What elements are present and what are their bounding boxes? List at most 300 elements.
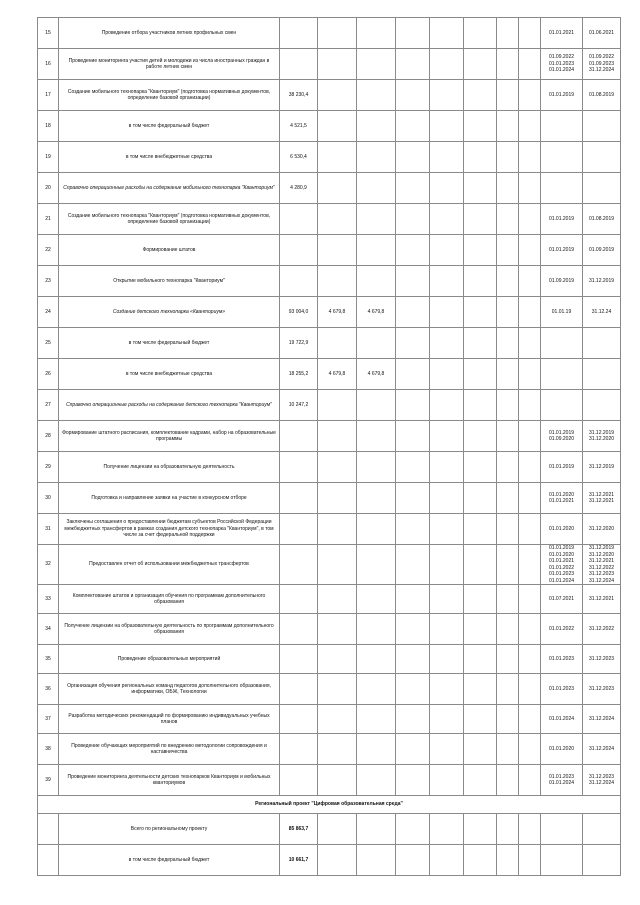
table-row	[38, 142, 621, 173]
empty-cell	[519, 297, 541, 328]
empty-cell	[464, 111, 497, 142]
start-date-cell	[541, 173, 583, 204]
start-date-cell: 01.01.2023	[541, 674, 583, 705]
amount-cell	[280, 235, 318, 266]
amount-cell	[357, 235, 396, 266]
amount-cell	[318, 142, 357, 173]
row-number-cell: 39	[38, 765, 59, 796]
empty-cell	[430, 266, 464, 297]
end-date-cell: 01.09.2022 01.09.2023 31.12.2024	[583, 49, 621, 80]
empty-cell	[519, 514, 541, 545]
summary-amount-cell: 85 863,7	[280, 814, 318, 845]
amount-cell	[357, 645, 396, 674]
empty-cell	[396, 452, 430, 483]
amount-cell	[357, 483, 396, 514]
amount-cell	[357, 111, 396, 142]
row-name-cell: Проведение мониторинга деятельности детских технопарков Кванториум и мобильных кванториумов	[59, 765, 280, 796]
empty-cell	[430, 204, 464, 235]
end-date-cell: 01.06.2021	[583, 18, 621, 49]
row-number-cell: 33	[38, 585, 59, 614]
empty-cell	[497, 614, 519, 645]
empty-cell	[430, 142, 464, 173]
empty-cell	[497, 18, 519, 49]
row-number-cell: 18	[38, 111, 59, 142]
empty-cell	[396, 18, 430, 49]
amount-cell	[280, 765, 318, 796]
empty-cell	[519, 390, 541, 421]
empty-cell	[464, 614, 497, 645]
empty-cell	[430, 80, 464, 111]
empty-cell	[396, 173, 430, 204]
amount-cell	[318, 111, 357, 142]
row-name-cell: в том числе внебюджетные средства	[59, 142, 280, 173]
empty-cell	[519, 814, 541, 845]
end-date-cell	[583, 359, 621, 390]
amount-cell	[280, 266, 318, 297]
empty-cell	[464, 359, 497, 390]
end-date-cell: 31.12.2021	[583, 585, 621, 614]
amount-cell: 4 679,8	[318, 359, 357, 390]
empty-cell	[497, 734, 519, 765]
amount-cell	[318, 545, 357, 585]
empty-cell	[464, 204, 497, 235]
row-name-cell: Формирование штатов	[59, 235, 280, 266]
amount-cell	[357, 734, 396, 765]
start-date-cell: 01.01.2020	[541, 734, 583, 765]
empty-cell	[497, 142, 519, 173]
empty-cell	[497, 421, 519, 452]
empty-cell	[464, 734, 497, 765]
amount-cell	[357, 328, 396, 359]
amount-cell: 4 679,8	[357, 359, 396, 390]
empty-cell	[464, 452, 497, 483]
empty-cell	[519, 734, 541, 765]
table-row	[38, 483, 621, 514]
end-date-cell: 31.12.2019	[583, 452, 621, 483]
amount-cell: 6 530,4	[280, 142, 318, 173]
empty-cell	[519, 614, 541, 645]
row-name-cell: Получение лицензии на образовательную деятельность по программам дополнительного образования	[59, 614, 280, 645]
row-number-cell: 32	[38, 545, 59, 585]
amount-cell	[318, 483, 357, 514]
amount-cell	[357, 80, 396, 111]
amount-cell	[357, 49, 396, 80]
empty-cell	[396, 845, 430, 876]
summary-name-cell: Всего по региональному проекту	[59, 814, 280, 845]
empty-cell	[519, 204, 541, 235]
table-row	[38, 204, 621, 235]
amount-cell	[318, 514, 357, 545]
row-number-cell: 35	[38, 645, 59, 674]
end-date-cell: 31.12.2024	[583, 734, 621, 765]
amount-cell: 4 679,8	[357, 297, 396, 328]
amount-cell	[357, 765, 396, 796]
end-date-cell: 31.12.2022	[583, 614, 621, 645]
end-date-cell: 01.08.2019	[583, 204, 621, 235]
table-row	[38, 421, 621, 452]
amount-cell	[357, 674, 396, 705]
end-date-cell: 31.12.2024	[583, 705, 621, 734]
end-date-cell: 31.12.2021 31.12.2021	[583, 483, 621, 514]
empty-cell	[430, 705, 464, 734]
empty-cell	[464, 18, 497, 49]
summary-row	[38, 845, 621, 876]
amount-cell	[318, 49, 357, 80]
amount-cell	[357, 514, 396, 545]
empty-cell	[396, 80, 430, 111]
empty-cell	[583, 845, 621, 876]
row-name-cell: Создание детского технопарка «Кванториум»	[59, 297, 280, 328]
empty-cell	[396, 328, 430, 359]
table-row	[38, 514, 621, 545]
empty-cell	[583, 814, 621, 845]
table-row	[38, 614, 621, 645]
row-name-cell: Комплектование штатов и организация обучения по программам дополнительного образования	[59, 585, 280, 614]
end-date-cell	[583, 142, 621, 173]
row-name-cell: Открытие мобильного технопарка "Кванториум"	[59, 266, 280, 297]
end-date-cell	[583, 328, 621, 359]
end-date-cell: 01.08.2019	[583, 80, 621, 111]
empty-cell	[464, 545, 497, 585]
empty-cell	[396, 514, 430, 545]
end-date-cell: 31.12.2023	[583, 645, 621, 674]
empty-cell	[464, 585, 497, 614]
row-name-cell: Проведение образовательных мероприятий	[59, 645, 280, 674]
amount-cell	[318, 614, 357, 645]
amount-cell	[318, 80, 357, 111]
start-date-cell: 01.01.2024	[541, 705, 583, 734]
row-name-cell: Проведение отбора участников летних профильных смен	[59, 18, 280, 49]
row-name-cell: Создание мобильного технопарка "Кванториум" (подготовка нормативных документов, определение базовой организации)	[59, 204, 280, 235]
row-number-cell: 20	[38, 173, 59, 204]
empty-cell	[519, 705, 541, 734]
amount-cell	[357, 614, 396, 645]
row-name-cell: Формирование штатного расписания, комплектование кадрами, набор на образовательные программы	[59, 421, 280, 452]
table-row	[38, 645, 621, 674]
table-row	[38, 235, 621, 266]
empty-cell	[396, 483, 430, 514]
amount-cell: 4 280,9	[280, 173, 318, 204]
empty-cell	[464, 328, 497, 359]
amount-cell	[318, 585, 357, 614]
row-number-cell: 30	[38, 483, 59, 514]
row-name-cell: Получение лицензии на образовательную деятельность	[59, 452, 280, 483]
amount-cell	[318, 235, 357, 266]
amount-cell	[357, 173, 396, 204]
empty-cell	[396, 421, 430, 452]
amount-cell	[318, 674, 357, 705]
amount-cell	[280, 18, 318, 49]
empty-cell	[464, 705, 497, 734]
table-row	[38, 585, 621, 614]
amount-cell	[318, 734, 357, 765]
empty-cell	[497, 111, 519, 142]
amount-cell: 4 521,5	[280, 111, 318, 142]
amount-cell	[318, 705, 357, 734]
empty-cell	[464, 645, 497, 674]
empty-cell	[497, 328, 519, 359]
amount-cell	[318, 266, 357, 297]
table-row	[38, 49, 621, 80]
empty-cell	[541, 814, 583, 845]
empty-cell	[519, 483, 541, 514]
start-date-cell	[541, 390, 583, 421]
empty-cell	[396, 204, 430, 235]
empty-cell	[430, 18, 464, 49]
row-number-cell: 27	[38, 390, 59, 421]
start-date-cell	[541, 142, 583, 173]
table-row	[38, 452, 621, 483]
empty-cell	[357, 814, 396, 845]
start-date-cell	[541, 111, 583, 142]
amount-cell	[318, 765, 357, 796]
empty-cell	[541, 845, 583, 876]
table-row	[38, 80, 621, 111]
amount-cell: 38 230,4	[280, 80, 318, 111]
empty-cell	[396, 545, 430, 585]
table-row	[38, 328, 621, 359]
empty-cell	[430, 390, 464, 421]
summary-amount-cell: 10 661,7	[280, 845, 318, 876]
empty-cell	[396, 49, 430, 80]
empty-cell	[396, 614, 430, 645]
start-date-cell: 01.09.2019	[541, 266, 583, 297]
empty-cell	[497, 814, 519, 845]
empty-cell	[497, 514, 519, 545]
empty-cell	[519, 765, 541, 796]
end-date-cell: 31.12.2023 31.12.2024	[583, 765, 621, 796]
empty-cell	[464, 765, 497, 796]
empty-cell	[464, 235, 497, 266]
empty-cell	[519, 674, 541, 705]
end-date-cell	[583, 111, 621, 142]
empty-cell	[396, 266, 430, 297]
empty-cell	[497, 845, 519, 876]
table-body	[38, 18, 621, 876]
empty-cell	[497, 266, 519, 297]
row-number-cell: 38	[38, 734, 59, 765]
table-row	[38, 705, 621, 734]
empty-cell	[519, 645, 541, 674]
amount-cell	[280, 674, 318, 705]
start-date-cell: 01.01.19	[541, 297, 583, 328]
row-name-cell: Подготовка и направление заявки на участие в конкурсном отборе	[59, 483, 280, 514]
start-date-cell: 01.01.2019	[541, 235, 583, 266]
start-date-cell: 01.01.2021	[541, 18, 583, 49]
empty-cell	[430, 421, 464, 452]
empty-cell	[396, 645, 430, 674]
empty-cell	[519, 545, 541, 585]
amount-cell	[280, 734, 318, 765]
start-date-cell: 01.01.2020 01.01.2021	[541, 483, 583, 514]
amount-cell	[318, 390, 357, 421]
empty-cell	[497, 765, 519, 796]
empty-cell	[497, 645, 519, 674]
row-name-cell: Предоставлен отчет об использовании межбюджетных трансфертов	[59, 545, 280, 585]
row-number-cell: 29	[38, 452, 59, 483]
empty-cell	[430, 585, 464, 614]
empty-cell	[430, 674, 464, 705]
empty-cell	[430, 845, 464, 876]
empty-cell	[430, 483, 464, 514]
start-date-cell: 01.01.2019	[541, 452, 583, 483]
amount-cell	[318, 452, 357, 483]
end-date-cell: 31.12.2019 31.12.2020 31.12.2021 31.12.2022 31.12.2023 31.12.2024	[583, 545, 621, 585]
row-number-cell: 16	[38, 49, 59, 80]
empty-cell	[396, 297, 430, 328]
start-date-cell: 01.01.2020	[541, 514, 583, 545]
amount-cell	[318, 173, 357, 204]
amount-cell	[318, 204, 357, 235]
end-date-cell: 01.09.2019	[583, 235, 621, 266]
empty-cell	[464, 80, 497, 111]
empty-cell	[396, 814, 430, 845]
table-row	[38, 359, 621, 390]
amount-cell: 10 247,2	[280, 390, 318, 421]
table-row	[38, 297, 621, 328]
row-name-cell: в том числе внебюджетные средства	[59, 359, 280, 390]
row-number-cell: 31	[38, 514, 59, 545]
empty-cell	[430, 514, 464, 545]
start-date-cell: 01.01.2022	[541, 614, 583, 645]
row-number-cell: 21	[38, 204, 59, 235]
start-date-cell: 01.01.2023 01.01.2024	[541, 765, 583, 796]
amount-cell	[280, 421, 318, 452]
amount-cell	[280, 49, 318, 80]
amount-cell	[280, 585, 318, 614]
row-name-cell: Проведение обучающих мероприятий по внедрению методологии сопровождения и наставничества	[59, 734, 280, 765]
empty-cell	[519, 328, 541, 359]
empty-cell	[519, 359, 541, 390]
summary-name-cell: в том числе федеральный бюджет	[59, 845, 280, 876]
amount-cell	[280, 514, 318, 545]
empty-cell	[430, 614, 464, 645]
empty-cell	[519, 142, 541, 173]
amount-cell	[357, 452, 396, 483]
empty-cell	[430, 765, 464, 796]
row-number-cell: 25	[38, 328, 59, 359]
empty-cell	[519, 49, 541, 80]
amount-cell	[318, 421, 357, 452]
empty-cell	[497, 80, 519, 111]
table-row	[38, 765, 621, 796]
empty-cell	[497, 390, 519, 421]
empty-cell	[497, 204, 519, 235]
row-name-cell: Справочно операционные расходы на содержание мобильного технопарка "Кванториум"	[59, 173, 280, 204]
empty-cell	[38, 814, 59, 845]
row-number-cell: 23	[38, 266, 59, 297]
empty-cell	[519, 585, 541, 614]
amount-cell	[280, 204, 318, 235]
table-row	[38, 173, 621, 204]
row-number-cell: 24	[38, 297, 59, 328]
amount-cell	[357, 142, 396, 173]
start-date-cell: 01.01.2019	[541, 204, 583, 235]
section-header-row	[38, 796, 621, 814]
start-date-cell: 01.01.2019	[541, 80, 583, 111]
empty-cell	[396, 142, 430, 173]
empty-cell	[430, 49, 464, 80]
start-date-cell: 01.01.2019 01.09.2020	[541, 421, 583, 452]
amount-cell	[280, 705, 318, 734]
empty-cell	[396, 585, 430, 614]
empty-cell	[430, 645, 464, 674]
empty-cell	[464, 266, 497, 297]
empty-cell	[464, 173, 497, 204]
amount-cell	[357, 18, 396, 49]
empty-cell	[464, 674, 497, 705]
start-date-cell: 01.01.2023	[541, 645, 583, 674]
empty-cell	[430, 734, 464, 765]
amount-cell	[318, 18, 357, 49]
empty-cell	[464, 142, 497, 173]
empty-cell	[396, 359, 430, 390]
table-row	[38, 674, 621, 705]
start-date-cell: 01.01.2019 01.01.2020 01.01.2021 01.01.2022 01.01.2023 01.01.2024	[541, 545, 583, 585]
empty-cell	[38, 845, 59, 876]
empty-cell	[497, 545, 519, 585]
empty-cell	[519, 235, 541, 266]
section-title: Региональный проект "Цифровая образовательная среда"	[38, 796, 621, 814]
empty-cell	[519, 80, 541, 111]
row-name-cell: Организация обучения региональных команд педагогов дополнительного образования, информатики, ОБЖ, Технологии	[59, 674, 280, 705]
project-schedule-table	[37, 17, 621, 876]
amount-cell	[280, 483, 318, 514]
empty-cell	[430, 297, 464, 328]
empty-cell	[464, 49, 497, 80]
amount-cell	[357, 390, 396, 421]
empty-cell	[519, 111, 541, 142]
empty-cell	[497, 483, 519, 514]
amount-cell	[280, 545, 318, 585]
empty-cell	[430, 111, 464, 142]
empty-cell	[464, 390, 497, 421]
end-date-cell: 31.12.2023	[583, 674, 621, 705]
end-date-cell	[583, 173, 621, 204]
amount-cell	[357, 705, 396, 734]
row-name-cell: в том числе федеральный бюджет	[59, 328, 280, 359]
empty-cell	[497, 585, 519, 614]
summary-row	[38, 814, 621, 845]
empty-cell	[464, 421, 497, 452]
row-name-cell: Справочно операционные расходы на содержание детского технопарка "Кванториум"	[59, 390, 280, 421]
amount-cell	[357, 266, 396, 297]
empty-cell	[430, 328, 464, 359]
start-date-cell: 01.07.2021	[541, 585, 583, 614]
empty-cell	[464, 483, 497, 514]
empty-cell	[497, 359, 519, 390]
amount-cell: 4 679,8	[318, 297, 357, 328]
empty-cell	[497, 452, 519, 483]
table-row	[38, 111, 621, 142]
start-date-cell	[541, 328, 583, 359]
empty-cell	[464, 514, 497, 545]
empty-cell	[430, 235, 464, 266]
start-date-cell	[541, 359, 583, 390]
amount-cell	[357, 545, 396, 585]
empty-cell	[519, 452, 541, 483]
row-number-cell: 34	[38, 614, 59, 645]
row-name-cell: Проведение мониторинга участия детей и молодежи из числа иностранных граждан в работе летних смен	[59, 49, 280, 80]
empty-cell	[396, 705, 430, 734]
empty-cell	[396, 765, 430, 796]
amount-cell	[280, 614, 318, 645]
row-number-cell: 37	[38, 705, 59, 734]
empty-cell	[396, 674, 430, 705]
row-name-cell: Заключены соглашения о предоставлении бюджетам субъектов Российской Федерации межбюджетных трансфертов в рамках создания детского технопарка "Кванториум", в том числе за счет федеральной поддержки	[59, 514, 280, 545]
empty-cell	[430, 173, 464, 204]
empty-cell	[396, 390, 430, 421]
